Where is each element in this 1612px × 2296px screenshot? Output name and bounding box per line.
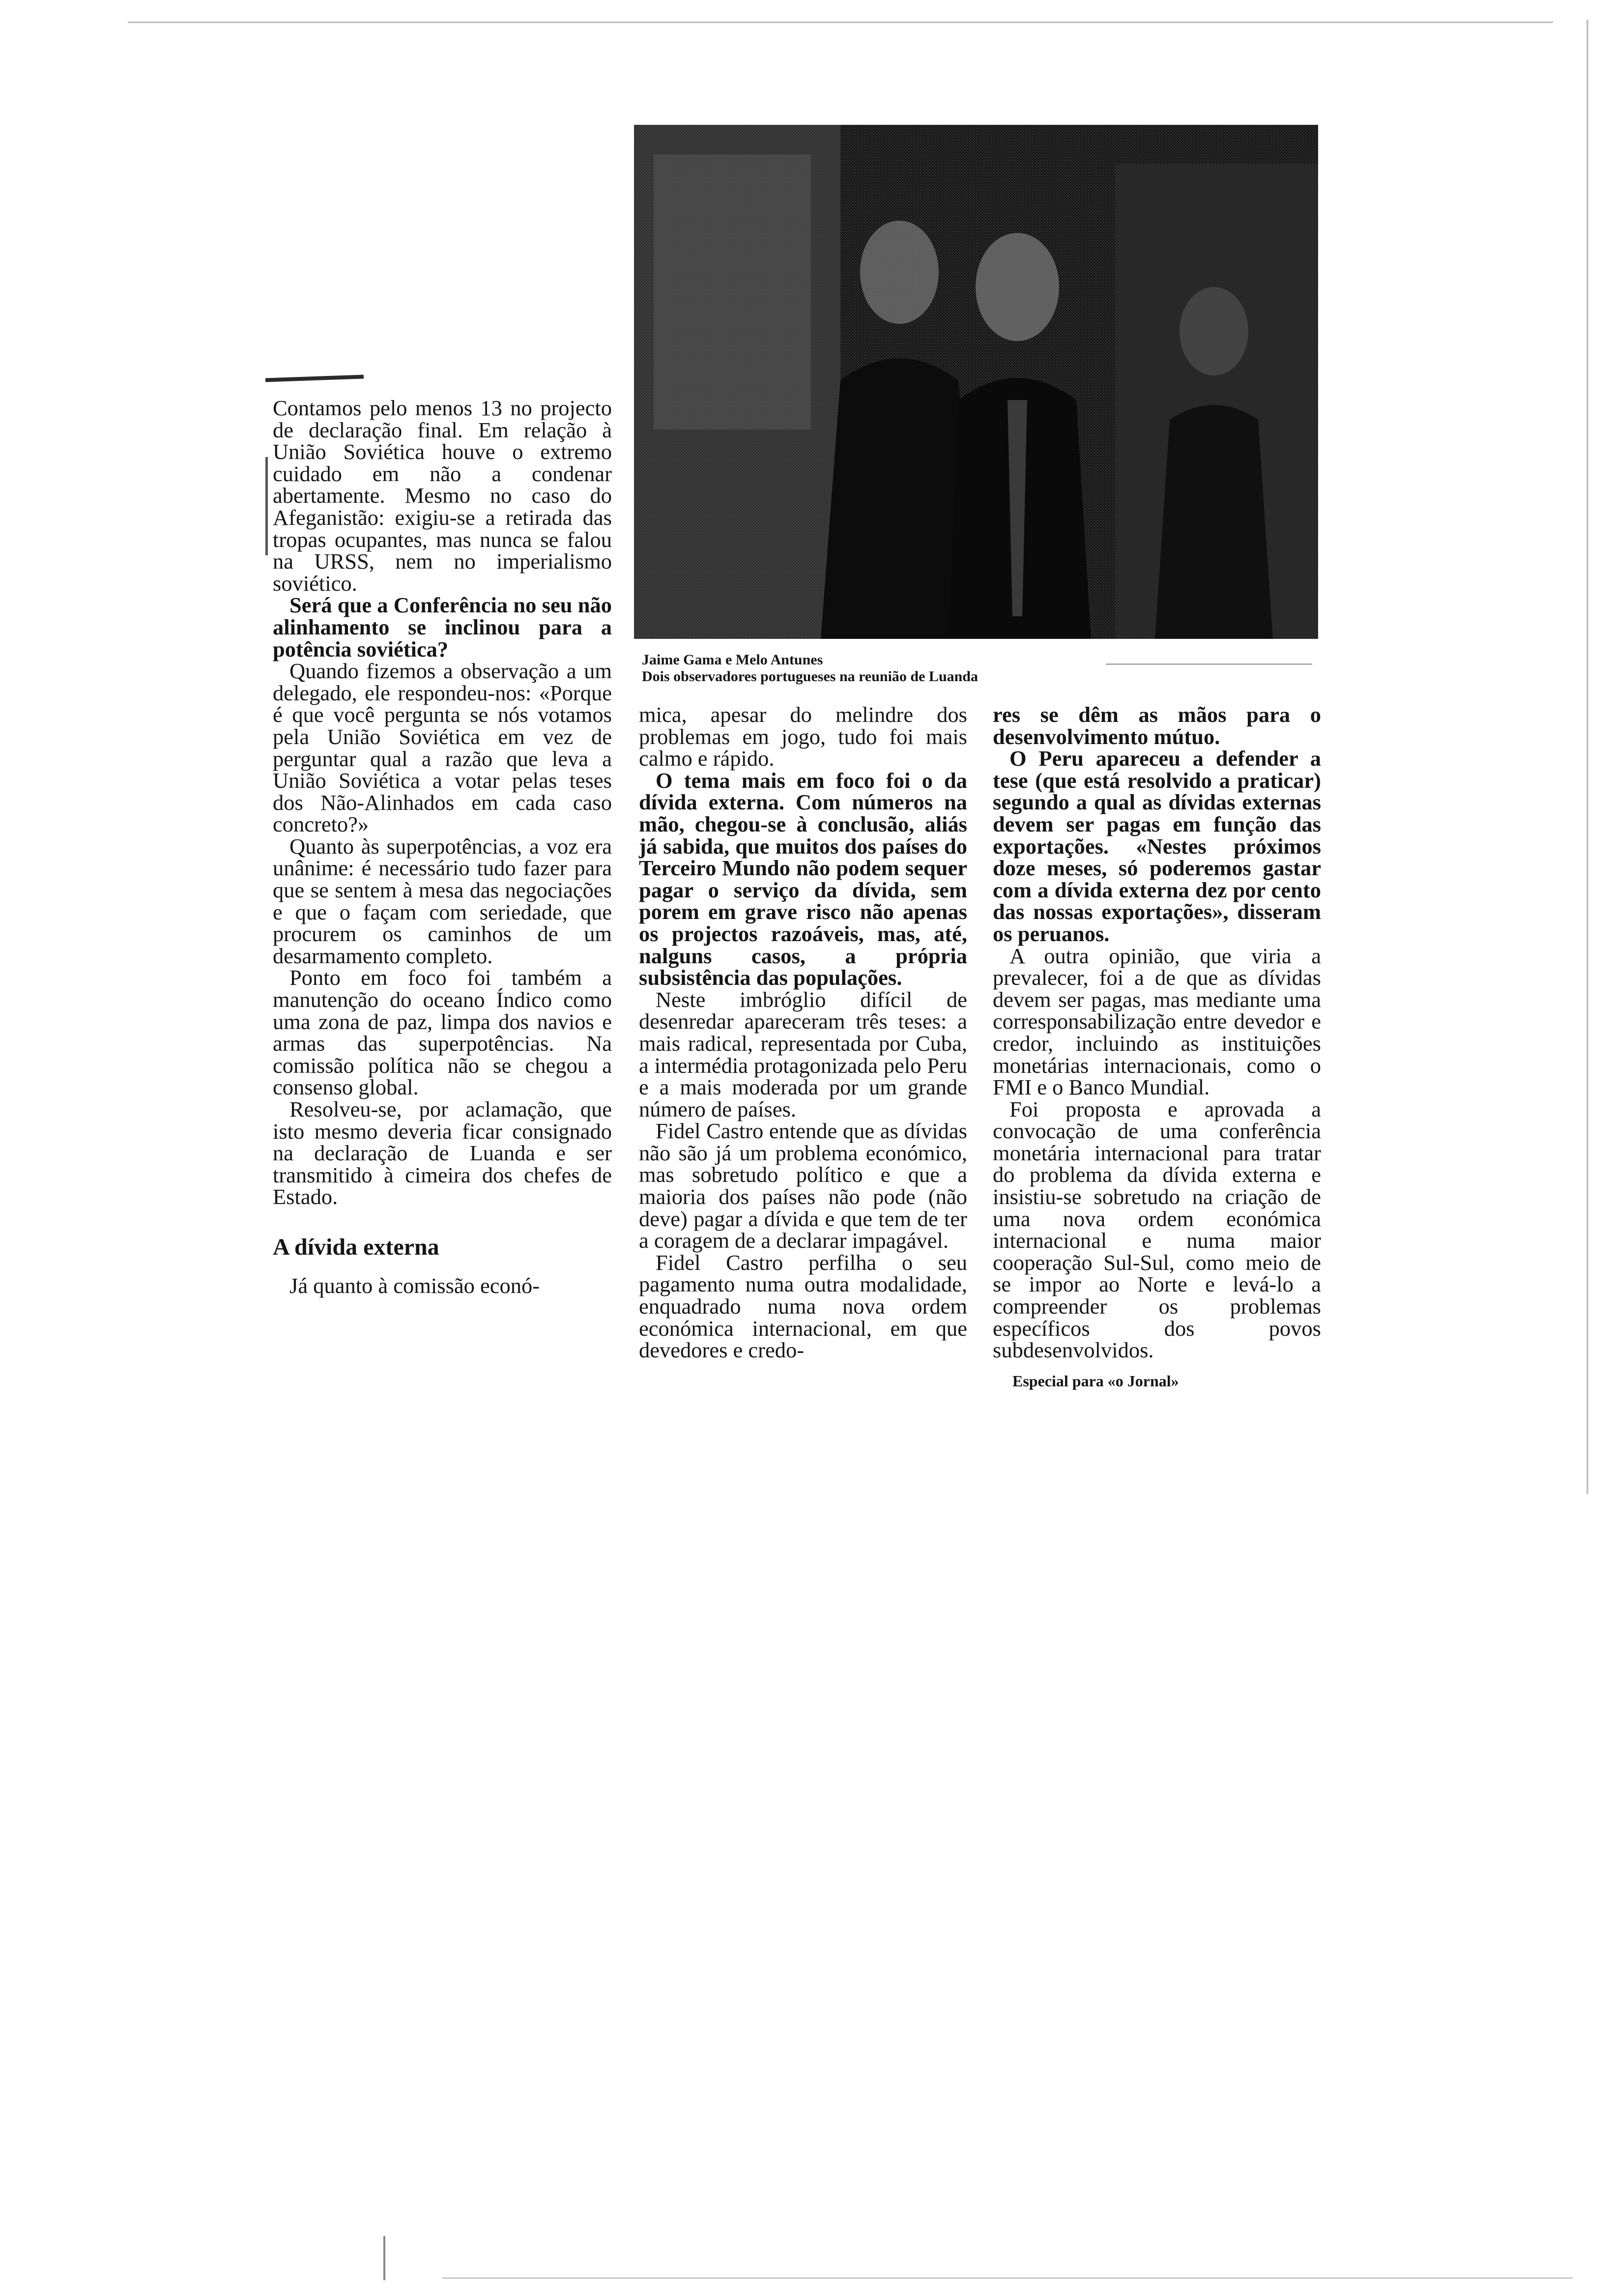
scan-top-edge-noise — [128, 22, 1553, 23]
article-column-1 — [273, 397, 612, 1297]
column1-paragraph-7: Já quanto à comissão econó- — [289, 1273, 540, 1298]
column1-paragraph-6: Resolveu-se, por aclamação, que isto mesmo deveria ficar consignado na declaração de Luanda e ser transmitido à cimeira dos chefes de Estado. — [273, 1097, 612, 1209]
margin-mark — [383, 2236, 385, 2280]
photo-caption-names: Jaime Gama e Melo Antunes — [642, 652, 823, 668]
column3-paragraph-1: res se dêm as mãos para o desenvolvimento mútuo. — [993, 702, 1321, 749]
photo-image — [634, 125, 1318, 639]
column2-paragraph-2: O tema mais em foco foi o da dívida externa. Com números na mão, chegou-se à conclusão, aliás já sabida, que muitos dos países do Terceiro Mundo não podem sequer pagar o serviço da dívida, sem porem em grave risco não apenas os projectos razoáveis, mas, até, nalguns casos, a própria subsistência das populações. — [639, 768, 967, 990]
author-signature: Especial para «o Jornal» — [1012, 1372, 1179, 1390]
article-column-2 — [639, 704, 967, 1361]
column2-paragraph-3: Neste imbróglio difícil de desenredar apareceram três teses: a mais radical, representada por Cuba, a intermédia protagonizada pelo Peru e a mais moderada por um grande número de países. — [639, 987, 967, 1121]
column2-paragraph-4: Fidel Castro entende que as dívidas não são já um problema económico, mas sobretudo político e que a maioria dos países não pode (não deve) pagar a dívida e que tem de ter a coragem de a declarar impagável. — [639, 1119, 967, 1253]
column1-paragraph-2: Será que a Conferência no seu não alinhamento se inclinou para a potência soviética? — [273, 593, 612, 661]
column1-paragraph-5: Ponto em foco foi também a manutenção do oceano Índico como uma zona de paz, limpa dos navios e armas das superpotências. Na comissão política não se chegou a consenso global. — [273, 965, 612, 1100]
column2-paragraph-5: Fidel Castro perfilha o seu pagamento numa outra modalidade, enquadrado numa nova ordem económica internacional, em que devedores e credo- — [639, 1250, 967, 1363]
column1-paragraph-3: Quando fizemos a observação a um delegado, ele respondeu-nos: «Porque é que você pergunta se nós votamos pela União Soviética em vez de perguntar qual a razão que leva a União Soviética a votar pelas teses dos Não-Alinhados em cada caso concreto?» — [273, 659, 612, 837]
photo-caption-text: Dois observadores portugueses na reunião de Luanda — [642, 668, 978, 685]
scan-right-edge-noise — [1586, 20, 1588, 1494]
column1-paragraph-1: Contamos pelo menos 13 no projecto de declaração final. Em relação à União Soviética houve o extremo cuidado em não a condenar abertamente. Mesmo no caso do Afeganistão: exigiu-se a retirada das tropas ocupantes, mas nunca se falou na URSS, nem no imperialismo soviético. — [273, 396, 612, 596]
column2-paragraph-1: mica, apesar do melindre dos problemas em jogo, tudo foi mais calmo e rápido. — [639, 702, 967, 771]
column1-paragraph-4: Quanto às superpotências, a voz era unânime: é necessário tudo fazer para que se sentem à mesa das negociações e que o façam com seriedade, que procurem os caminhos de um desarmamento completo. — [273, 833, 612, 968]
article-column-3 — [993, 704, 1321, 1392]
clipping-mark — [265, 375, 364, 382]
caption-noise — [1106, 663, 1312, 665]
column3-paragraph-4: Foi proposta e aprovada a convocação de uma conferência monetária internacional para tratar do problema da dívida externa e insistiu-se sobretudo na criação de uma nova ordem económica internacional e numa maior cooperação Sul-Sul, como meio de se impor ao Norte e levá-lo a compreender os problemas específicos dos povos subdesenvolvidos. — [993, 1096, 1321, 1363]
scan-bottom-edge-noise — [442, 2277, 1573, 2279]
column3-paragraph-2: O Peru apareceu a defender a tese (que está resolvido a praticar) segundo a qual as dívidas externas devem ser pagas em função das exportações. «Nestes próximos doze meses, só poderemos gastar com a dívida externa dez por cento das nossas exportações», disseram os peruanos. — [993, 746, 1321, 946]
column3-paragraph-3: A outra opinião, que viria a prevalecer, foi a de que as dívidas devem ser pagas, mas mediante uma corresponsabilização entre devedor e credor, incluindo as instituições monetárias internacionais, como o FMI e o Banco Mundial. — [993, 943, 1321, 1100]
section-heading: A dívida externa — [273, 1234, 439, 1260]
bracket-mark — [265, 457, 268, 555]
news-photo — [634, 125, 1318, 639]
